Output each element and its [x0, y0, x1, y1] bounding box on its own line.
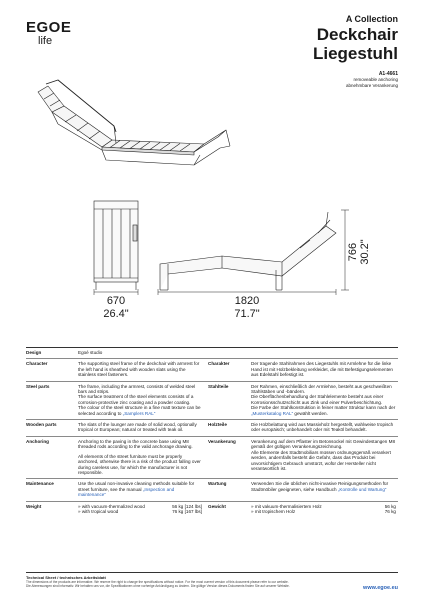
- wooden-label-en: Wooden parts: [26, 422, 57, 428]
- weight-label-en: Weight: [26, 503, 42, 509]
- height-mm: 766: [347, 242, 359, 262]
- inspection-maintenance-link[interactable]: „Inspection and maintenance“: [78, 486, 175, 498]
- character-text-de: Der tragende Stahlrahmen des Liegestuhls mit Armlehne für die linke Hand ist mit Holzbekleitung verkleidet, die mit Befestigungselementen aus Edelstahl befestigt ist.: [251, 361, 393, 378]
- steel-label-en: Steel parts: [26, 383, 50, 389]
- weight-en-1-value: 56 kg [124 lbs]: [172, 503, 202, 509]
- footer-title: Technical Sheet / technisches Arbeitsblatt: [26, 575, 106, 580]
- wooden-label-de: Holzteile: [208, 422, 227, 428]
- anchoring-en-2: All elements of the street furniture must be properly anchored, otherwise there is a risk of the product falling over during careless use, for which the manufacturer is not responsible.: [78, 453, 201, 475]
- product-code: A1-4661: [378, 71, 398, 77]
- spec-row-maintenance: [26, 479, 398, 501]
- character-label-en: Character: [26, 361, 48, 367]
- samplers-ral-link[interactable]: „Samplers RAL“: [122, 410, 156, 416]
- spec-row-anchoring: [26, 436, 398, 478]
- weight-row-en-2: [78, 509, 202, 514]
- weight-de-1-value: 56 kg: [384, 503, 396, 509]
- side-view: [160, 212, 336, 290]
- product-title-en: Deckchair: [316, 25, 398, 44]
- footer: [26, 572, 398, 591]
- steel-en-1: The frame, including the armrest, consists of welded steel bars and strips.: [78, 383, 196, 395]
- website-link[interactable]: www.egoe.eu: [363, 585, 398, 591]
- spec-row-weight: [26, 501, 398, 517]
- weight-de-1-label: » mit vakuum-thermalisiertem Holz: [251, 503, 322, 509]
- weight-en-2-value: 76 kg [167 lbs]: [172, 508, 202, 514]
- kontrolle-wartung-link[interactable]: „Kontrolle und Wartung“: [337, 486, 387, 492]
- anchoring-label-en: Anchoring: [26, 438, 49, 444]
- weight-label-de: Gewicht: [208, 503, 226, 509]
- dimension-labels: [103, 239, 371, 320]
- steel-de-3: Die Farbe der Stahlkonstruktion in feiner matter Struktur kann nach der: [251, 405, 396, 411]
- weight-en-1-label: » with vacuum-thermalized wood: [78, 503, 145, 509]
- wooden-text-en: The slats of the lounger are made of solid wood, optionally tropical or European; natural or treated with teak oil.: [78, 422, 197, 433]
- steel-de-1: Der Rahmen, einschließlich der Armlehne, besteht aus geschweißten Stahlstäben und -bändern.: [251, 383, 392, 395]
- weight-en-2-label: » with tropical wood: [78, 508, 119, 514]
- anchoring-de-1: Verankerung auf dem Pflaster im Betonsockel mit Gewindestangen M8 gemäß der gültigen Verankerungszeichnung.: [251, 438, 396, 450]
- height-in: 30.2": [359, 239, 371, 265]
- design-value: Egoé studio: [78, 350, 103, 355]
- spec-table: [26, 347, 398, 517]
- brand-sub: life: [38, 35, 53, 47]
- spec-row-character: [26, 359, 398, 381]
- wooden-text-de: Die Holzbelattung wird aus Massivholz hergestellt, wahlweise tropisch oder europäisch; unbehandelt oder mit Teaköl behandelt.: [251, 422, 394, 433]
- front-view: [94, 201, 138, 290]
- perspective-view: [38, 80, 230, 165]
- anchoring-en-1: Anchoring to the paving in the concrete base using M8 threaded rods according to the valid anchorage drawing.: [78, 438, 193, 450]
- spec-row-steel: [26, 381, 398, 419]
- character-label-de: Charakter: [208, 361, 230, 367]
- steel-de-4: gewählt werden.: [294, 410, 328, 416]
- steel-label-de: Stahlteile: [208, 383, 229, 389]
- maintenance-label-en: Maintenance: [26, 481, 54, 487]
- steel-en-2: The surface treatment of the steel elements consists of a corrosion-protective zinc coating and a powder coating.: [78, 394, 194, 405]
- steel-text-en: [78, 381, 208, 419]
- maintenance-text-de: Verwenden Sie die üblichen nicht-invasive Reinigungsmethoden für Stadtmöbiler geeigneten, siehe Handbuch: [251, 481, 389, 492]
- brand-name: EGOE: [26, 19, 72, 36]
- footer-text-en: The dimensions of the products are informative. We reserve the right to change the specifications without notice. For the most current version of this document please refer to our website.: [26, 580, 289, 584]
- footer-text-de: Die Abmessungen sind informativ. Wir behalten uns vor, die Spezifikationen ohne vorherige Ankündigung zu ändern. Die gültige Version dieses Dokuments finden Sie auf unserer Website.: [26, 584, 290, 588]
- anchoring-label-de: Verankerung: [208, 438, 236, 444]
- maintenance-label-de: Wartung: [208, 481, 227, 487]
- variant-de: abnehmbare Verankerung: [345, 83, 398, 88]
- spec-row-design: [26, 348, 398, 359]
- width-mm: 670: [106, 295, 126, 307]
- steel-text-de: [251, 381, 398, 419]
- musterkatalog-ral-link[interactable]: „Musterkatalog RAL“: [251, 410, 294, 416]
- spec-row-wooden: [26, 420, 398, 437]
- width-in: 26.4": [103, 308, 129, 320]
- weight-de-2-label: » mit tropischem Holz: [251, 508, 296, 514]
- character-text-en: The supporting steel frame of the deckchair with armrest for the left hand is sheathed with wooden slats using the stainless steel fasteners.: [78, 361, 200, 378]
- steel-de-2: Die Oberflächenbehandlung der Stahlelemente besteht aus einer Korrosionsschutzschicht aus Zink und einer Pulverbeschichtung.: [251, 394, 384, 405]
- length-mm: 1820: [234, 295, 260, 307]
- collection-name: A Collection: [345, 14, 398, 24]
- weight-de-2-value: 76 kg: [384, 508, 396, 514]
- anchoring-de-2: Alle Elemente des Stadtmobiliars müssen ordnungsgemäß verankert werden, andernfalls besteht die Gefahr, dass das Produkt bei unvorsichtigem Gebrauch umstürzt, wofür der Hersteller nicht verantwortlich ist.: [251, 449, 391, 471]
- design-label: Design: [26, 350, 42, 355]
- steel-en-3: The colour of the steel structure in a fine matt texture can be selected according to: [78, 405, 201, 416]
- weight-row-de-2: [251, 509, 396, 514]
- product-title-de: Liegestuhl: [312, 44, 398, 63]
- variant-en: removeable anchoring: [353, 77, 398, 82]
- length-in: 71.7": [234, 308, 260, 320]
- maintenance-text-en: Use the usual non-invasive cleaning methods suitable for street furniture, see the manual: [78, 481, 195, 492]
